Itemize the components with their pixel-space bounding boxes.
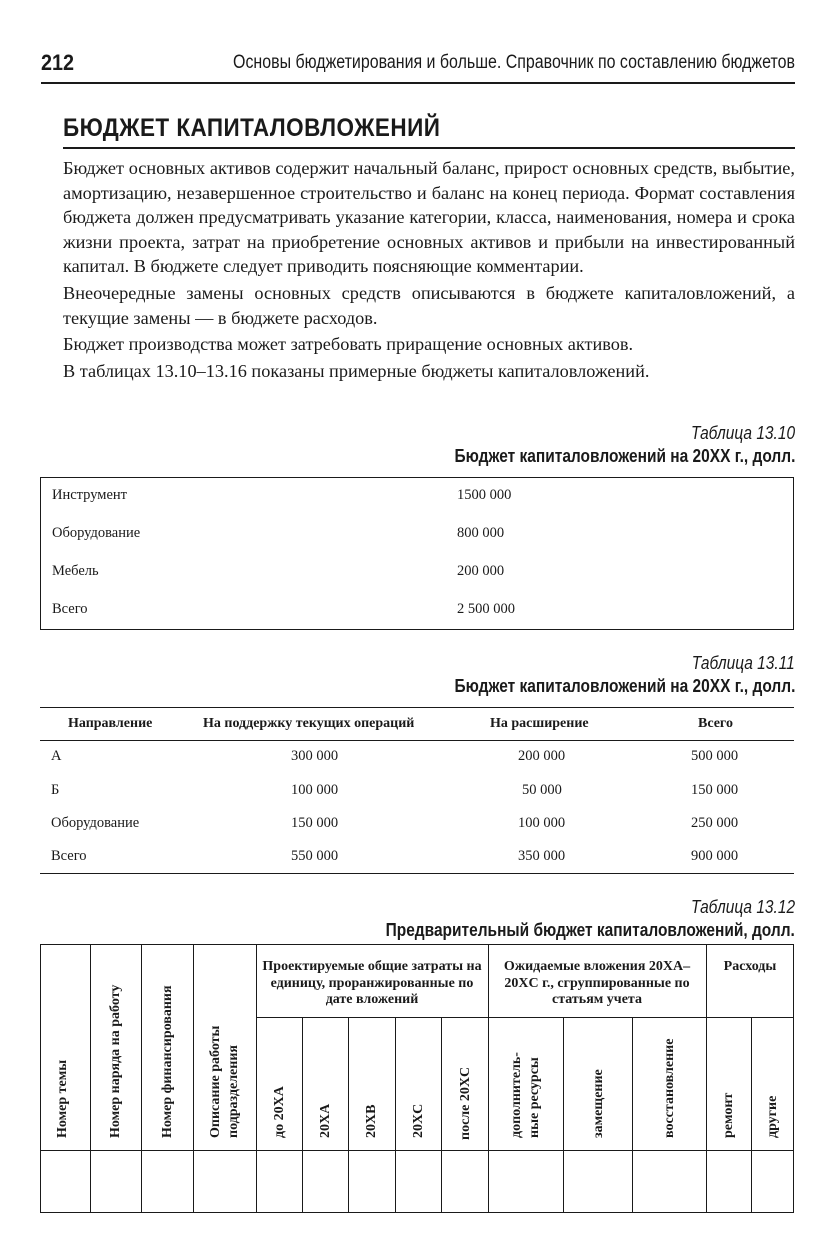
table-header: На поддержку текущих операций bbox=[203, 716, 415, 731]
section-title: БЮДЖЕТ КАПИТАЛОВЛОЖЕНИЙ bbox=[63, 114, 441, 142]
column-header: 20XB bbox=[364, 1104, 379, 1138]
table-row bbox=[41, 478, 793, 516]
table-header: На расширение bbox=[490, 716, 589, 731]
table-divider bbox=[90, 945, 91, 1213]
table-divider bbox=[256, 945, 257, 1213]
section-rule bbox=[63, 147, 795, 149]
table-divider bbox=[395, 1017, 396, 1213]
page-number: 212 bbox=[41, 50, 75, 75]
table-13-11-number: Таблица 13.11 bbox=[692, 653, 795, 673]
table-cell: 350 000 bbox=[518, 848, 566, 864]
table-row bbox=[41, 516, 793, 554]
table-row bbox=[41, 592, 793, 630]
group-header-projected: Проектируемые общие затраты на единицу, проранжированные по дате вложений bbox=[262, 959, 482, 1007]
table-divider bbox=[40, 1150, 794, 1151]
table-cell: 250 000 bbox=[691, 815, 739, 831]
table-cell: Оборудование bbox=[51, 815, 140, 831]
column-header: после 20XC bbox=[458, 1066, 473, 1140]
table-cell: А bbox=[51, 748, 62, 764]
table-divider bbox=[256, 1017, 794, 1018]
column-header: Номер финансирования bbox=[160, 985, 175, 1138]
table-cell: 150 000 bbox=[691, 782, 739, 798]
table-cell: 150 000 bbox=[291, 815, 339, 831]
table-cell: 200 000 bbox=[457, 563, 505, 579]
table-13-12-number: Таблица 13.12 bbox=[690, 897, 795, 917]
table-13-12-title: Предварительный бюджет капиталовложений, долл. bbox=[385, 920, 795, 940]
running-header bbox=[41, 48, 795, 84]
table-rule bbox=[40, 873, 794, 874]
running-title: Основы бюджетирования и больше. Справочник по составлению бюджетов bbox=[233, 52, 795, 73]
column-header: дополнитель- bbox=[509, 1052, 524, 1138]
column-header: Описание работы bbox=[208, 1025, 223, 1138]
paragraph: Бюджет производства может затребовать приращение основных активов. bbox=[63, 334, 634, 355]
table-cell: 500 000 bbox=[691, 748, 739, 764]
table-13-10-title: Бюджет капиталовложений на 20XX г., долл. bbox=[454, 446, 795, 466]
table-row bbox=[41, 554, 793, 592]
column-header: замещение bbox=[591, 1069, 606, 1138]
table-divider bbox=[488, 945, 489, 1213]
table-cell: Всего bbox=[52, 601, 88, 617]
column-header: Номер темы bbox=[55, 1059, 70, 1138]
table-cell: Инструмент bbox=[52, 487, 128, 503]
group-header-expected: Ожидаемые вложения 20XA–20XC г., сгруппированные по статьям учета bbox=[503, 959, 691, 1007]
column-header: ремонт bbox=[721, 1092, 736, 1138]
paragraph: Внеочередные замены основных средств описываются в бюджете капиталовложений, а текущие замены — в бюджете расходов. bbox=[63, 282, 795, 328]
table-13-10 bbox=[40, 477, 794, 630]
paragraph: Бюджет основных активов содержит начальный баланс, прирост основных средств, выбытие, амортизацию, незавершенное строительство и баланс на конец периода. Формат составления бюджета должен предусматривать указание категории, класса, наименования, номера и срока жизни проекта, затрат на приобретение основных активов и прибыли на инвестированный капитал. В бюджете следует приводить поясняющие комментарии. bbox=[63, 158, 795, 277]
table-divider bbox=[751, 1017, 752, 1213]
table-divider bbox=[348, 1017, 349, 1213]
table-cell: 550 000 bbox=[291, 848, 339, 864]
table-cell: 300 000 bbox=[291, 748, 339, 764]
table-divider bbox=[193, 945, 194, 1213]
table-13-11-title: Бюджет капиталовложений на 20XX г., долл. bbox=[454, 676, 795, 696]
table-divider bbox=[563, 1017, 564, 1213]
table-divider bbox=[441, 1017, 442, 1213]
table-divider bbox=[706, 945, 707, 1213]
table-cell: Всего bbox=[51, 848, 87, 864]
table-rule bbox=[40, 740, 794, 741]
table-cell: Мебель bbox=[52, 563, 99, 579]
table-13-10-number: Таблица 13.10 bbox=[690, 423, 795, 443]
table-divider bbox=[302, 1017, 303, 1213]
table-cell: 50 000 bbox=[522, 782, 562, 798]
table-divider bbox=[141, 945, 142, 1213]
column-header: восстановление bbox=[662, 1038, 677, 1138]
table-cell: 1500 000 bbox=[457, 487, 512, 503]
column-header: до 20XA bbox=[272, 1086, 287, 1138]
body-text bbox=[63, 156, 795, 385]
column-header: ные ресурсы bbox=[527, 1057, 542, 1138]
column-header: Номер наряда на работу bbox=[108, 984, 123, 1138]
column-header: 20XC bbox=[411, 1103, 426, 1138]
column-header: подразделения bbox=[226, 1045, 241, 1138]
table-cell: 100 000 bbox=[291, 782, 339, 798]
column-header: другие bbox=[765, 1095, 780, 1138]
table-cell: Оборудование bbox=[52, 525, 141, 541]
table-header: Всего bbox=[698, 716, 733, 731]
table-cell: 100 000 bbox=[518, 815, 566, 831]
paragraph: В таблицах 13.10–13.16 показаны примерные бюджеты капиталовложений. bbox=[63, 360, 650, 381]
table-cell: 2 500 000 bbox=[457, 601, 515, 617]
table-cell: 200 000 bbox=[518, 748, 566, 764]
group-header-expenses: Расходы bbox=[723, 959, 777, 974]
table-rule bbox=[40, 707, 794, 708]
table-header: Направление bbox=[68, 716, 153, 731]
column-header: 20XA bbox=[318, 1103, 333, 1138]
table-cell: Б bbox=[51, 782, 60, 798]
table-cell: 900 000 bbox=[691, 848, 739, 864]
table-cell: 800 000 bbox=[457, 525, 505, 541]
table-divider bbox=[632, 1017, 633, 1213]
